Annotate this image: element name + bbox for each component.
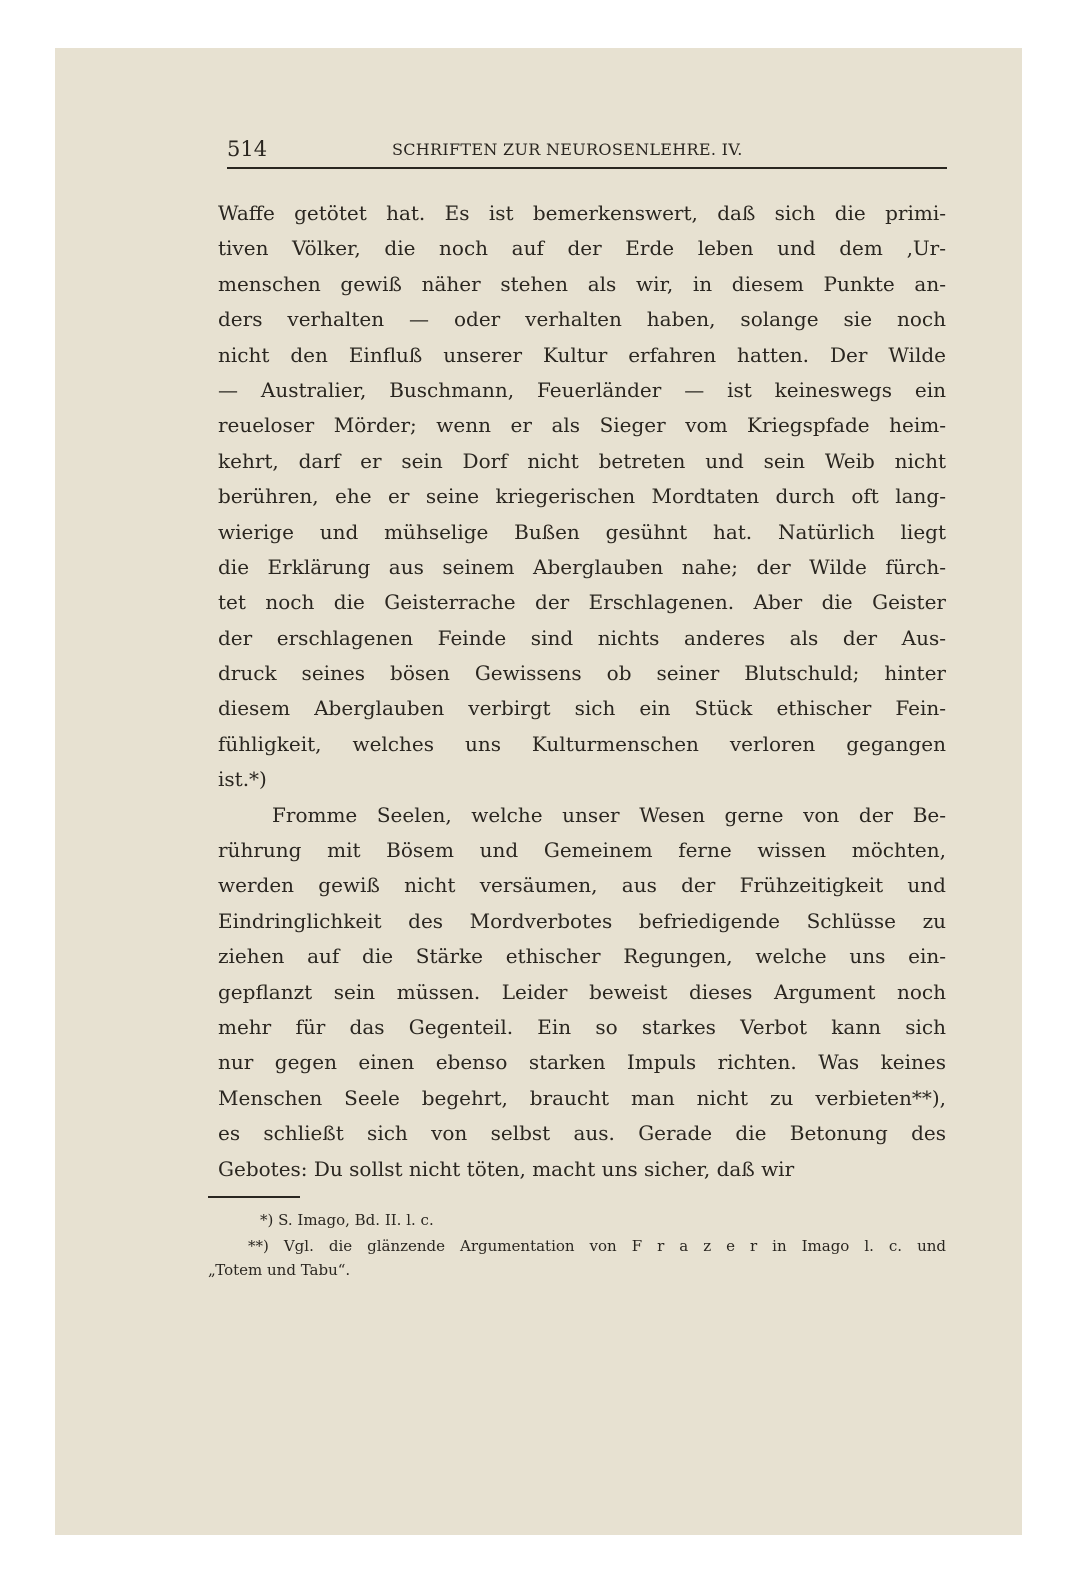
text-line: wierige und mühselige Bußen gesühnt hat. Natürlich liegt <box>218 519 946 544</box>
running-title: SCHRIFTEN ZUR NEUROSENLEHRE. IV. <box>392 140 743 159</box>
footnote-rule <box>208 1196 300 1198</box>
text-line: nur gegen einen ebenso starken Impuls richten. Was keines <box>218 1050 946 1075</box>
page-header <box>227 137 947 163</box>
text-line: Menschen Seele begehrt, braucht man nicht zu verbieten**), <box>218 1085 946 1110</box>
body-text <box>218 196 946 1187</box>
footnote-1: *) S. Imago, Bd. II. l. c. <box>260 1211 434 1229</box>
text-line: Gebotes: Du sollst nicht töten, macht uns sicher, daß wir <box>218 1156 795 1181</box>
text-line: diesem Aberglauben verbirgt sich ein Stück ethischer Fein- <box>218 696 946 721</box>
text-line: Eindringlichkeit des Mordverbotes befriedigende Schlüsse zu <box>218 908 946 933</box>
text-line: — Australier, Buschmann, Feuerländer — ist keineswegs ein <box>218 377 946 402</box>
text-line: ist.*) <box>218 767 267 792</box>
text-line: tiven Völker, die noch auf der Erde leben und dem ‚Ur- <box>218 236 946 261</box>
text-line: es schließt sich von selbst aus. Gerade die Betonung des <box>218 1121 946 1146</box>
footnote-2: **) Vgl. die glänzende Argumentation von F r a z e r in Imago l. c. und <box>248 1237 946 1255</box>
text-line: gepflanzt sein müssen. Leider beweist dieses Argument noch <box>218 979 946 1004</box>
text-line: werden gewiß nicht versäumen, aus der Frühzeitigkeit und <box>218 873 946 898</box>
text-line: ziehen auf die Stärke ethischer Regungen, welche uns ein- <box>218 944 946 969</box>
text-line: ders verhalten — oder verhalten haben, solange sie noch <box>218 307 946 332</box>
footnote-2-continued: „Totem und Tabu“. <box>208 1261 351 1279</box>
text-line: mehr für das Gegenteil. Ein so starkes Verbot kann sich <box>218 1014 946 1039</box>
text-line: berühren, ehe er seine kriegerischen Mordtaten durch oft lang- <box>218 484 946 509</box>
text-line: tet noch die Geisterrache der Erschlagenen. Aber die Geister <box>218 590 946 615</box>
text-line: Waffe getötet hat. Es ist bemerkenswert, daß sich die primi- <box>218 201 946 225</box>
text-line: reueloser Mörder; wenn er als Sieger vom Kriegspfade heim- <box>218 413 946 438</box>
text-line: der erschlagenen Feinde sind nichts anderes als der Aus- <box>218 625 946 650</box>
text-line: kehrt, darf er sein Dorf nicht betreten und sein Weib nicht <box>218 448 946 473</box>
text-line: druck seines bösen Gewissens ob seiner Blutschuld; hinter <box>218 661 946 686</box>
text-line: die Erklärung aus seinem Aberglauben nahe; der Wilde fürch- <box>218 554 946 579</box>
text-line: fühligkeit, welches uns Kulturmenschen verloren gegangen <box>218 731 946 756</box>
page-number: 514 <box>227 137 268 161</box>
text-line: nicht den Einfluß unserer Kultur erfahren hatten. Der Wilde <box>218 342 946 367</box>
text-line: menschen gewiß näher stehen als wir, in diesem Punkte an- <box>218 271 946 296</box>
text-line: Fromme Seelen, welche unser Wesen gerne von der Be- <box>272 802 946 827</box>
text-line: rührung mit Bösem und Gemeinem ferne wissen möchten, <box>218 838 946 863</box>
header-rule <box>227 167 947 169</box>
